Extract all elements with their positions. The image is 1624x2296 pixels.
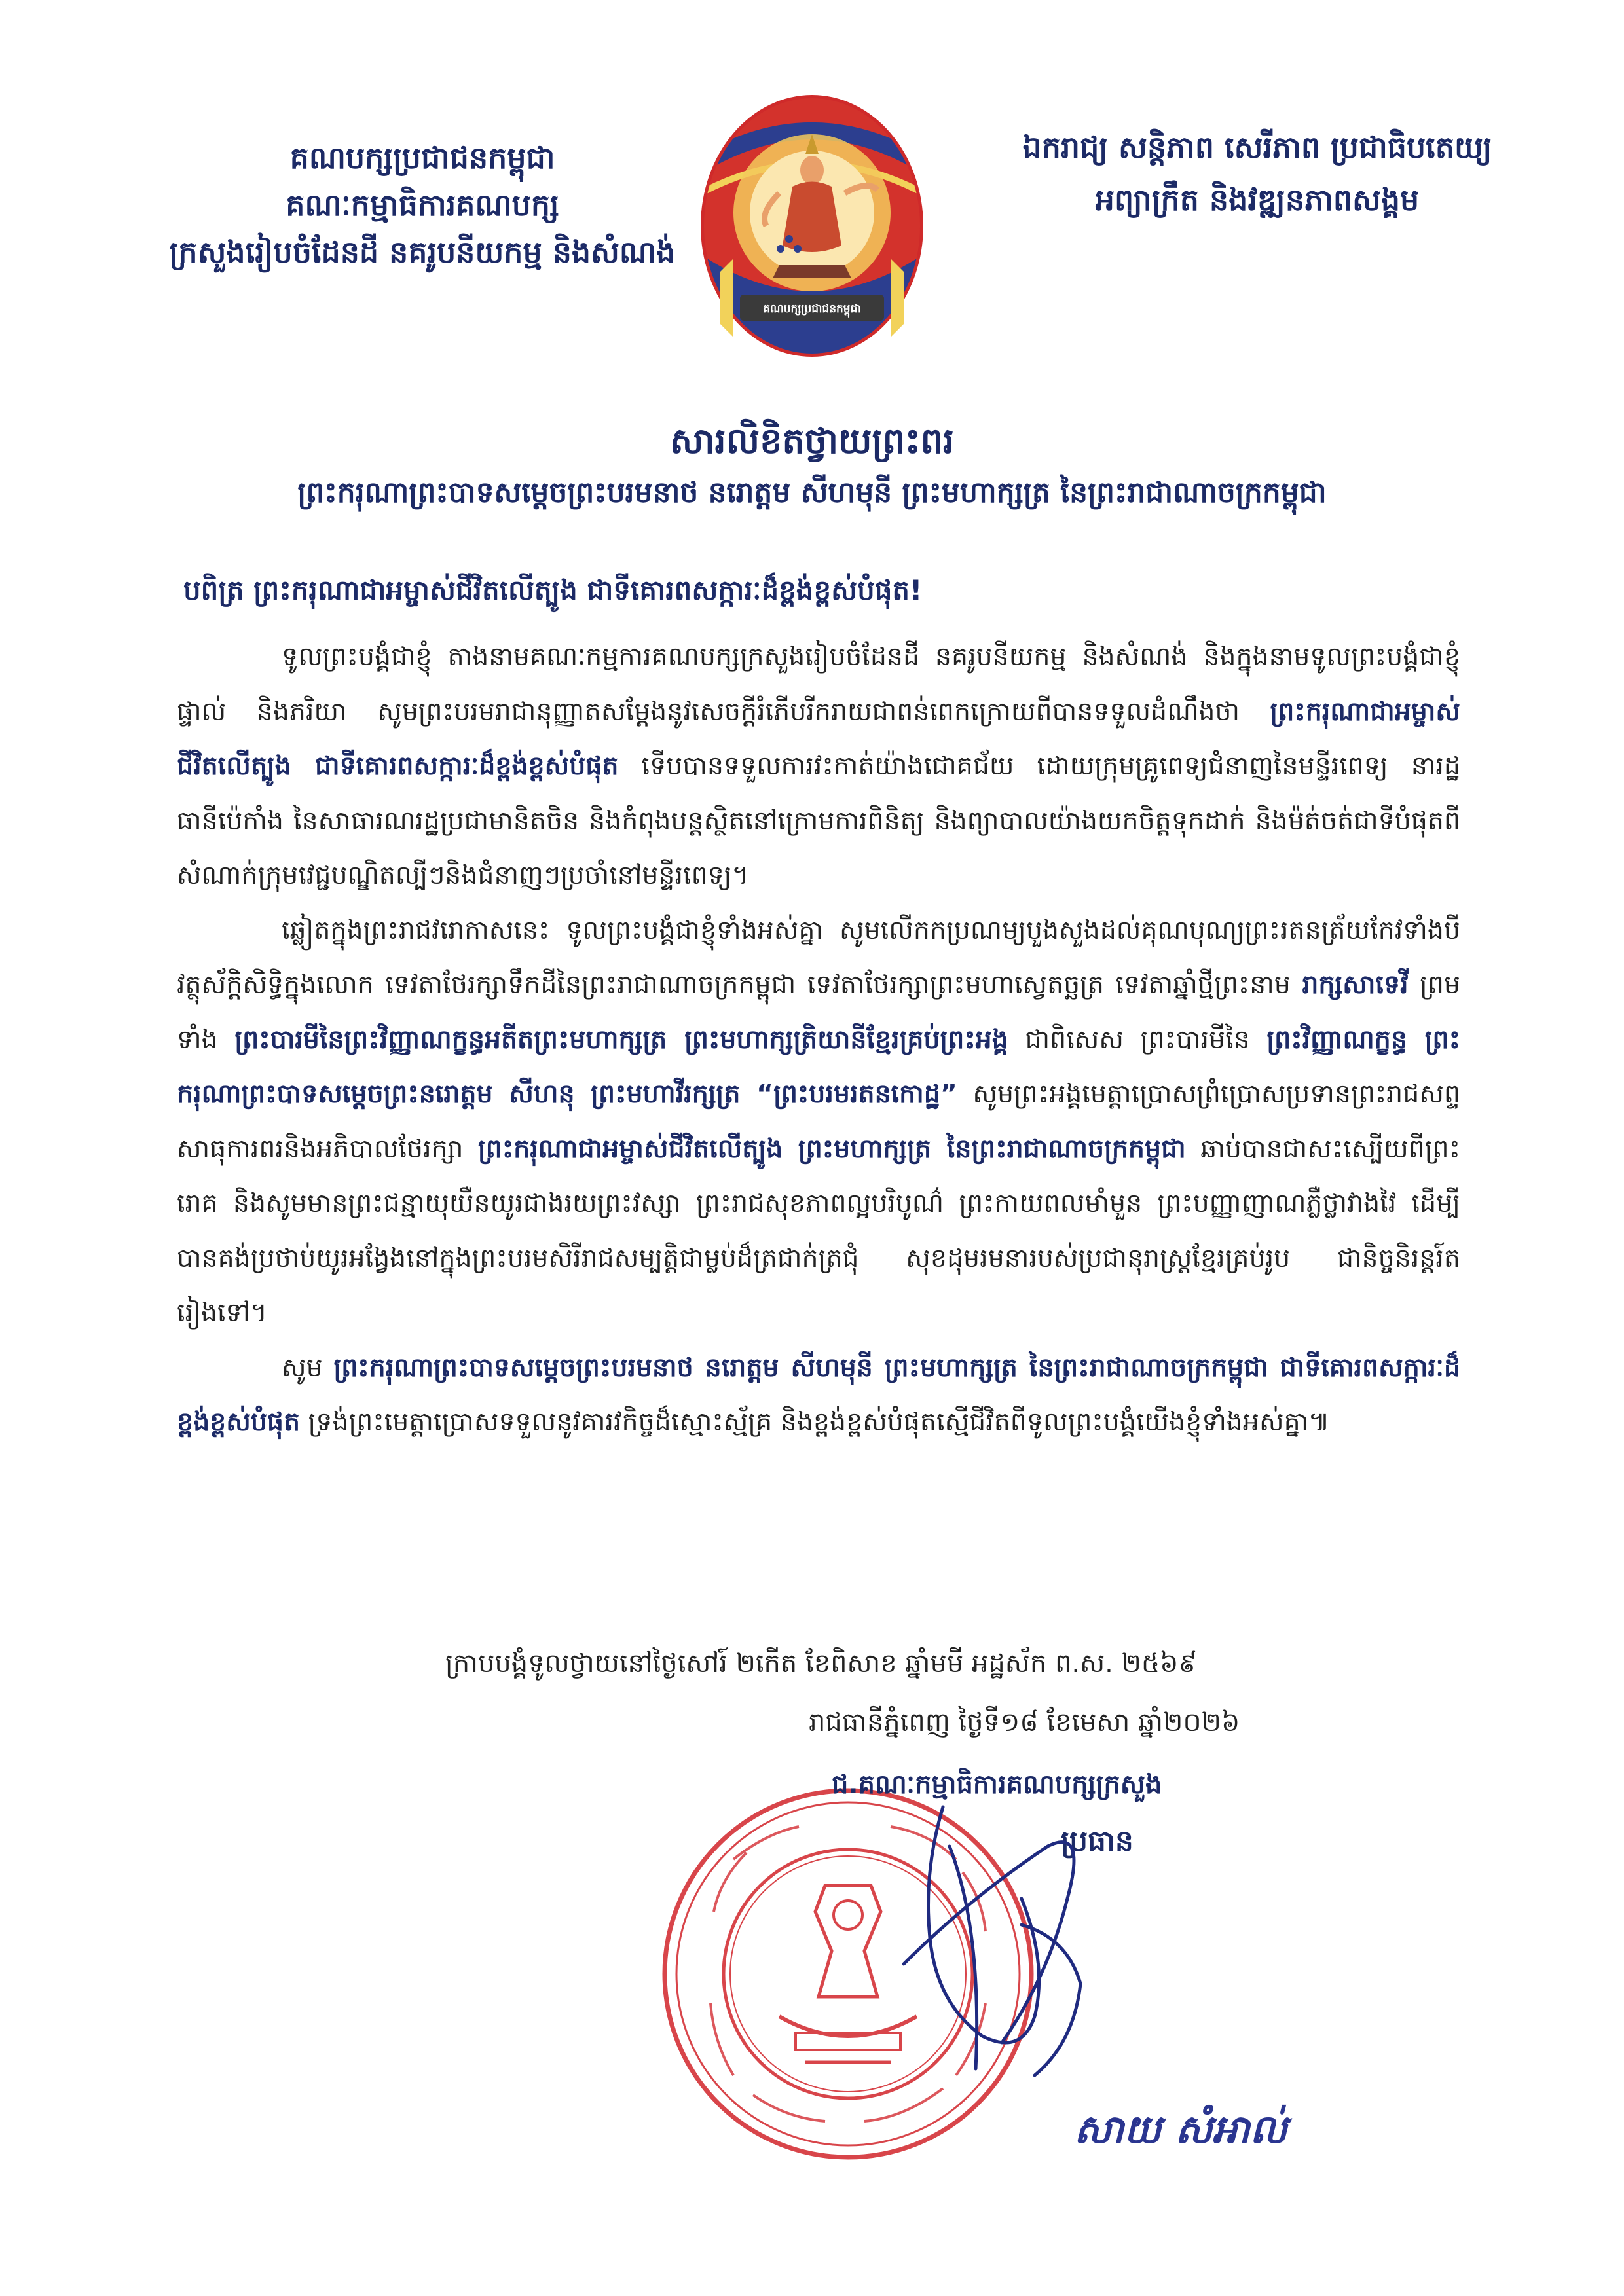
emblem-caption: គណបក្សប្រជាជនកម្ពុជា bbox=[763, 302, 861, 316]
body-text-run: ទូលព្រះបង្គំជាខ្ញុំ តាងនាមគណៈកម្មការគណបក្សក្រសួងរៀបចំដែនដី នគរូបនីយកម្ម និងសំណង់ និងក្នុងនាមទូលព្រះបង្គំជាខ្ញុំផ្ទាល់ និងភរិយា សូមព្រះបរមរាជានុញ្ញាតសម្តែងនូវសេចក្តីរំភើបរីករាយជាពន់ពេកក្រោយពីបានទទួលដំណឹងថា bbox=[177, 642, 1460, 727]
party-header bbox=[164, 134, 681, 276]
paragraph-3 bbox=[177, 1341, 1460, 1450]
motto-line-2: អព្យាក្រឹត និងវឌ្ឍនភាពសង្គម bbox=[1095, 182, 1420, 217]
ministry-name: ក្រសួងរៀបចំដែនដី នគរូបនីយកម្ម និងសំណង់ bbox=[169, 234, 676, 270]
party-name: គណបក្សប្រជាជនកម្ពុជា bbox=[289, 140, 555, 175]
body-text-run: សូមព្រះអង្គមេត្តាប្រោសព្រំប្រោសប្រទានព្រះរាជសព្ទសាធុការពរនិងអភិបាលថែរក្សា bbox=[177, 1079, 1461, 1164]
letter-body bbox=[177, 630, 1460, 1450]
handwritten-signature bbox=[851, 1768, 1126, 2134]
lunar-date-line: ក្រាបបង្គំទូលថ្វាយនៅថ្ងៃសៅរ៍ ២កើត ខែពិសាខ ឆ្នាំមមី អដ្ឋស័ក ព.ស. ២៥៦៩ bbox=[445, 1649, 1197, 1679]
letter-title: សារលិខិតថ្វាយព្រះពរ bbox=[669, 420, 954, 462]
body-text-run: ជាពិសេស ព្រះបារមីនៃ bbox=[1008, 1024, 1267, 1055]
emphasized-text: រាក្សសាទេវី bbox=[1302, 970, 1409, 1000]
place-date-line: រាជធានីភ្នំពេញ ថ្ងៃទី១៨ ខែមេសា ឆ្នាំ២០២៦ bbox=[809, 1707, 1240, 1738]
emphasized-text: ព្រះករុណាព្រះបាទសម្តេចព្រះបរមនាថ នរោត្តម សីហមុនី ព្រះមហាក្សត្រ នៃព្រះរាជាណាចក្រកម្ពុជា ជាទីគោរពសក្ការៈដ៏ខ្ពង់ខ្ពស់បំផុត bbox=[177, 1352, 1460, 1437]
paragraph-2 bbox=[177, 903, 1460, 1341]
signatory-position: ប្រធាន bbox=[1061, 1825, 1134, 1858]
party-emblem-logo bbox=[681, 62, 943, 363]
salutation: បពិត្រ ព្រះករុណាជាអម្ចាស់ជីវិតលើត្បូង ជាទីគោរពសក្ការៈដ៏ខ្ពង់ខ្ពស់បំផុត! bbox=[183, 574, 923, 606]
signatory-organization: ជ.គណៈកម្មាធិការគណបក្សក្រសួង bbox=[832, 1770, 1162, 1800]
body-text-run: ទើបបានទទួលការវះកាត់យ៉ាងជោគជ័យ ដោយក្រុមគ្រូពេទ្យជំនាញនៃមន្ទីរពេទ្យ នារដ្ឋធានីប៉េកាំង នៃសាធារណរដ្ឋប្រជាមានិតចិន និងកំពុងបន្តស្ថិតនៅក្រោមការពិនិត្យ និងព្យាបាលយ៉ាងយកចិត្តទុកដាក់ និងម៉ត់ចត់ជាទីបំផុតពីសំណាក់ក្រុមវេជ្ជបណ្ឌិតល្បីៗនិងជំនាញៗប្រចាំនៅមន្ទីរពេទ្យ។ bbox=[177, 751, 1460, 890]
body-text-run: ទ្រង់ព្រះមេត្តាប្រោសទទួលនូវគារវកិច្ចដ៏ស្មោះស្ម័គ្រ និងខ្ពង់ខ្ពស់បំផុតស្មើជីវិតពីទូលព្រះបង្គំយើងខ្ញុំទាំងអស់គ្នា៕ bbox=[300, 1407, 1330, 1437]
emphasized-text: ព្រះវិញ្ញាណក្ខន្ធ ព្រះករុណាព្រះបាទសម្តេចព្រះនរោត្តម សីហនុ ព្រះមហាវីរក្សត្រ “ព្រះបរមរតនកោដ្ឋ” bbox=[177, 1024, 1460, 1109]
committee-name: គណៈកម្មាធិការគណបក្ស bbox=[286, 187, 559, 223]
national-motto bbox=[989, 121, 1526, 226]
signatory-name: សាយ សំអាល់ bbox=[1074, 2107, 1287, 2153]
body-text-run: សូម bbox=[282, 1352, 334, 1383]
paragraph-1 bbox=[177, 630, 1460, 903]
body-text-run: ព្រមទាំង bbox=[177, 970, 1461, 1055]
body-text-run: ឆាប់បានជាសះស្បើយពីព្រះរោគ និងសូមមានព្រះជន្មាយុយឺនយូរជាងរយព្រះវស្សា ព្រះរាជសុខភាពល្អបរិបូណ៌ ព្រះកាយពលមាំមួន ព្រះបញ្ញាញាណភ្លឺថ្លាវាងវៃ ដើម្បីបានគង់ប្រថាប់យូរអង្វែងនៅក្នុងព្រះបរមសិរីរាជសម្បត្តិជាម្លប់ដ៏ត្រជាក់ត្រជុំ សុខដុមរមនារបស់ប្រជានុរាស្ត្រខ្មែរគ្រប់រូប ជានិច្ចនិរន្តរ៍តរៀងទៅ។ bbox=[177, 1133, 1460, 1328]
emphasized-text: ព្រះបារមីនៃព្រះវិញ្ញាណក្ខន្ធអតីតព្រះមហាក្សត្រ ព្រះមហាក្សត្រិយានីខ្មែរគ្រប់ព្រះអង្គ bbox=[234, 1024, 1008, 1055]
emphasized-text: ព្រះករុណាជាអម្ចាស់ជីវិតលើត្បូង ព្រះមហាក្សត្រ នៃព្រះរាជាណាចក្រកម្ពុជា bbox=[477, 1133, 1186, 1164]
emphasized-text: ព្រះករុណាជាអម្ចាស់ជីវិតលើត្បូង ជាទីគោរពសក្ការៈដ៏ខ្ពង់ខ្ពស់បំផុត bbox=[177, 696, 1460, 781]
motto-line-1: ឯករាជ្យ សន្តិភាព សេរីភាព ប្រជាធិបតេយ្យ bbox=[1022, 130, 1492, 165]
letter-recipient: ព្រះករុណាព្រះបាទសម្តេចព្រះបរមនាថ នរោត្តម សីហមុនី ព្រះមហាក្សត្រ នៃព្រះរាជាណាចក្រកម្ពុជា bbox=[297, 476, 1327, 509]
body-text-run: ឆ្លៀតក្នុងព្រះរាជវរោកាសនេះ ទូលព្រះបង្គំជាខ្ញុំទាំងអស់គ្នា សូមលើកកប្រណម្យបួងសួងដល់គុណបុណ្យព្រះរតនត្រ័យកែវទាំងបី វត្ថុស័ក្តិសិទ្ធិក្នុងលោក ទេវតាថែរក្សាទឹកដីនៃព្រះរាជាណាចក្រកម្ពុជា ទេវតាថែរក្សាព្រះមហាស្វេតច្ឆត្រ ទេវតាឆ្នាំថ្មីព្រះនាម bbox=[177, 915, 1460, 1000]
